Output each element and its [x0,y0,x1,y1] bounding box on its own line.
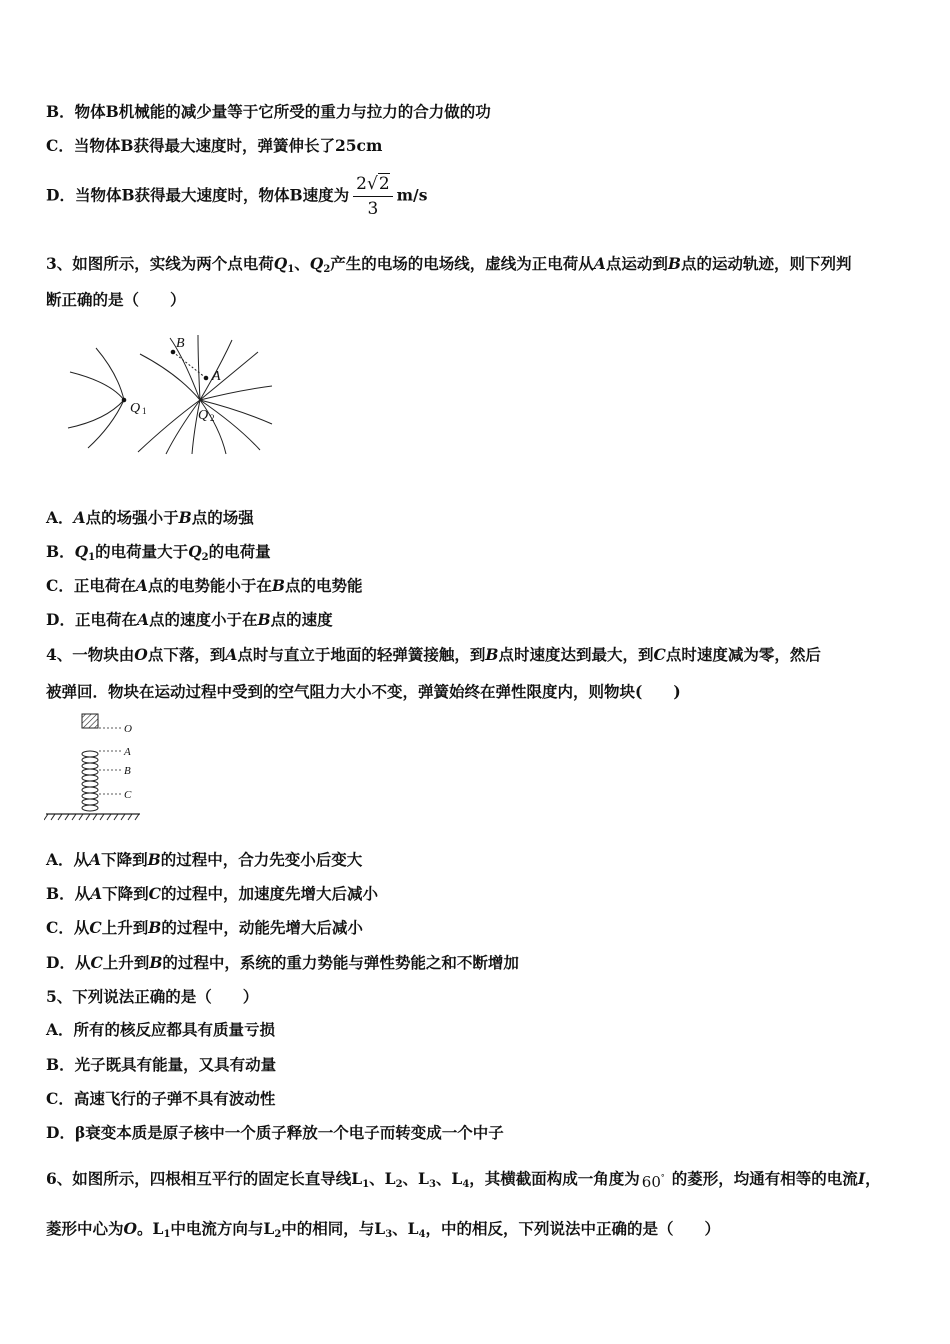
q2-option-c: C．当物体B获得最大速度时，弹簧伸长了25cm [46,136,383,155]
q4-option-c: C．从C上升到B的过程中，动能先增大后减小 [46,918,363,937]
label-q2: Q [198,408,209,423]
q4-option-a: A．从A下降到B的过程中，合力先变小后变大 [46,850,363,869]
q3-stem-line2: 断正确的是（ ） [46,290,186,309]
q2-option-b: B．物体B机械能的减少量等于它所受的重力与拉力的合力做的功 [46,102,491,121]
q5-option-c: C．高速飞行的子弹不具有波动性 [46,1089,276,1108]
q5-stem: 5、下列说法正确的是（ ） [46,987,259,1006]
label-c: C [124,789,132,801]
q4-stem-line2: 被弹回．物块在运动过程中受到的空气阻力大小不变，弹簧始终在弹性限度内，则物块( ) [46,682,681,701]
q1-field-line [96,348,124,400]
q5-option-a: A．所有的核反应都具有质量亏损 [46,1020,276,1039]
q1-field-line [70,372,124,400]
velocity-fraction: $\frac{2√2}{3}$ [353,174,393,219]
angle-value: 60 [641,1173,661,1191]
angle-degree: ° [660,1173,665,1182]
q3-option-b: B．$Q_1$的电荷量大于$Q_2$的电荷量 [46,542,271,563]
q2-field-line [170,338,200,400]
label-b: B [176,336,185,351]
q3-option-a: A．A点的场强小于B点的场强 [46,508,254,527]
q2-field-line [200,352,258,400]
label-q2-sub: 2 [210,413,215,423]
label-o: O [124,723,132,735]
label-a: A [212,369,221,384]
q1-field-line [88,400,124,448]
q3-field-lines-figure [60,330,310,460]
label-q1-sub: 1 [142,406,147,416]
q1-field-line [68,400,124,428]
q3-stem-line1: 3、如图所示，实线为两个点电荷$Q_1$、$Q_2$产生的电场的电场线，虚线为正电荷从A点运动到B点的运动轨迹，则下列判 [46,254,852,275]
q2-field-line [200,400,260,450]
q3-option-d: D．正电荷在A点的速度小于在B点的速度 [46,610,333,629]
point-b-dot [171,350,176,355]
charge-q1-dot [122,398,127,403]
label-b: B [124,765,131,777]
q2-field-line [198,335,200,400]
q5-option-b: B．光子既具有能量，又具有动量 [46,1055,277,1074]
q4-stem-line1: 4、一物块由O点下落，到A点时与直立于地面的轻弹簧接触，到B点时速度达到最大，到C点时速度减为零，然后 [46,645,821,664]
q4-spring-figure [44,710,154,825]
q2-field-line [200,386,272,400]
q2-field-line [138,400,200,452]
q6-stem-line2: 菱形中心为O。$L_1$中电流方向与$L_2$中的相同，与$L_3$、$L_4$，中的相反，下列说法中正确的是（ ） [46,1219,721,1240]
q4-option-b: B．从A下降到C的过程中，加速度先增大后减小 [46,884,379,903]
q6-stem-line1: 6、如图所示，四根相互平行的固定长直导线$L_1$、$L_2$、$L_3$、$L_4$，其横截面构成一角度为 60 ° 的菱形，均通有相等的电流I， [46,1169,881,1191]
q5-option-d: D．β衰变本质是原子核中一个质子释放一个电子而转变成一个中子 [46,1123,504,1142]
label-q1: Q [130,401,141,416]
q2-option-d: D．当物体B获得最大速度时，物体B速度为 $\frac{2√2}{3}$ m/s [46,174,428,219]
q4-option-d: D．从C上升到B的过程中，系统的重力势能与弹性势能之和不断增加 [46,953,519,972]
q3-option-c: C．正电荷在A点的电势能小于在B点的电势能 [46,576,363,595]
label-a: A [124,746,131,758]
block [82,714,98,728]
point-a-dot [204,376,209,381]
